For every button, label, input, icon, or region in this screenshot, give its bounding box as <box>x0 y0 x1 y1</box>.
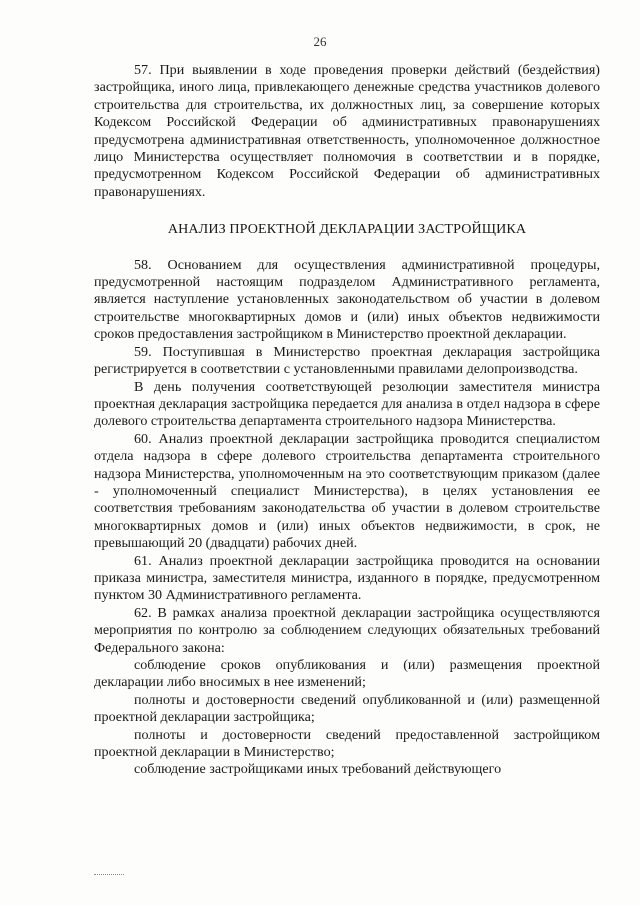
paragraph-62: 62. В рамках анализа проектной декларации застройщика осуществляются мероприятия по контролю за соблюдением следующих обязательных требований Федерального закона: <box>94 604 600 656</box>
paragraph-59: 59. Поступившая в Министерство проектная декларация застройщика регистрируется в соответствии с установленными правилами делопроизводства. <box>94 343 600 378</box>
scan-mark <box>94 874 124 877</box>
paragraph-58: 58. Основанием для осуществления административной процедуры, предусмотренной настоящим подразделом Административного регламента, является наступление установленных законодательством об участии в долевом строительстве многоквартирных домов и (или) иных объектов недвижимости сроков предоставления застройщиком в Министерство проектной декларации. <box>94 256 600 343</box>
paragraph-60: 60. Анализ проектной декларации застройщика проводится специалистом отдела надзора в сфере долевого строительства департамента строительного надзора Министерства, уполномоченным на это соответствующим приказом (далее - уполномоченный специалист Министерства), в целях установления ее соответствия требованиям законодательства об участии в долевом строительстве многоквартирных домов и (или) иных объектов недвижимости, в срок, не превышающий 20 (двадцати) рабочих дней. <box>94 430 600 552</box>
page-number: 26 <box>313 34 327 49</box>
paragraph-59-continued: В день получения соответствующей резолюции заместителя министра проектная декларация застройщика передается для анализа в отдел надзора в сфере долевого строительства департамента строительного надзора Министерства. <box>94 378 600 430</box>
requirement-item-4: соблюдение застройщиками иных требований действующего <box>134 761 502 778</box>
requirement-item-2: полноты и достоверности сведений опубликованной и (или) размещенной проектной декларации застройщика; <box>94 691 600 726</box>
paragraph-57: 57. При выявлении в ходе проведения проверки действий (бездействия) застройщика, иного лица, привлекающего денежные средства участников долевого строительства для строительства, их должностных лиц, за совершение которых Кодексом Российской Федерации об административных правонарушениях предусмотрена административная ответственность, уполномоченное должностное лицо Министерства осуществляет полномочия в соответствии и в порядке, предусмотренном Кодексом Российской Федерации об административных правонарушениях. <box>94 62 600 200</box>
requirement-item-1: соблюдение сроков опубликования и (или) размещения проектной декларации либо вносимых в нее изменений; <box>94 657 600 691</box>
paragraph-61: 61. Анализ проектной декларации застройщика проводится на основании приказа министра, заместителя министра, изданного в порядке, предусмотренном пунктом 30 Административного регламента. <box>94 552 600 604</box>
document-body <box>94 62 600 779</box>
requirement-item-3: полноты и достоверности сведений предоставленной застройщиком проектной декларации в Министерство; <box>94 726 600 761</box>
section-heading: АНАЛИЗ ПРОЕКТНОЙ ДЕКЛАРАЦИИ ЗАСТРОЙЩИКА <box>167 221 527 238</box>
